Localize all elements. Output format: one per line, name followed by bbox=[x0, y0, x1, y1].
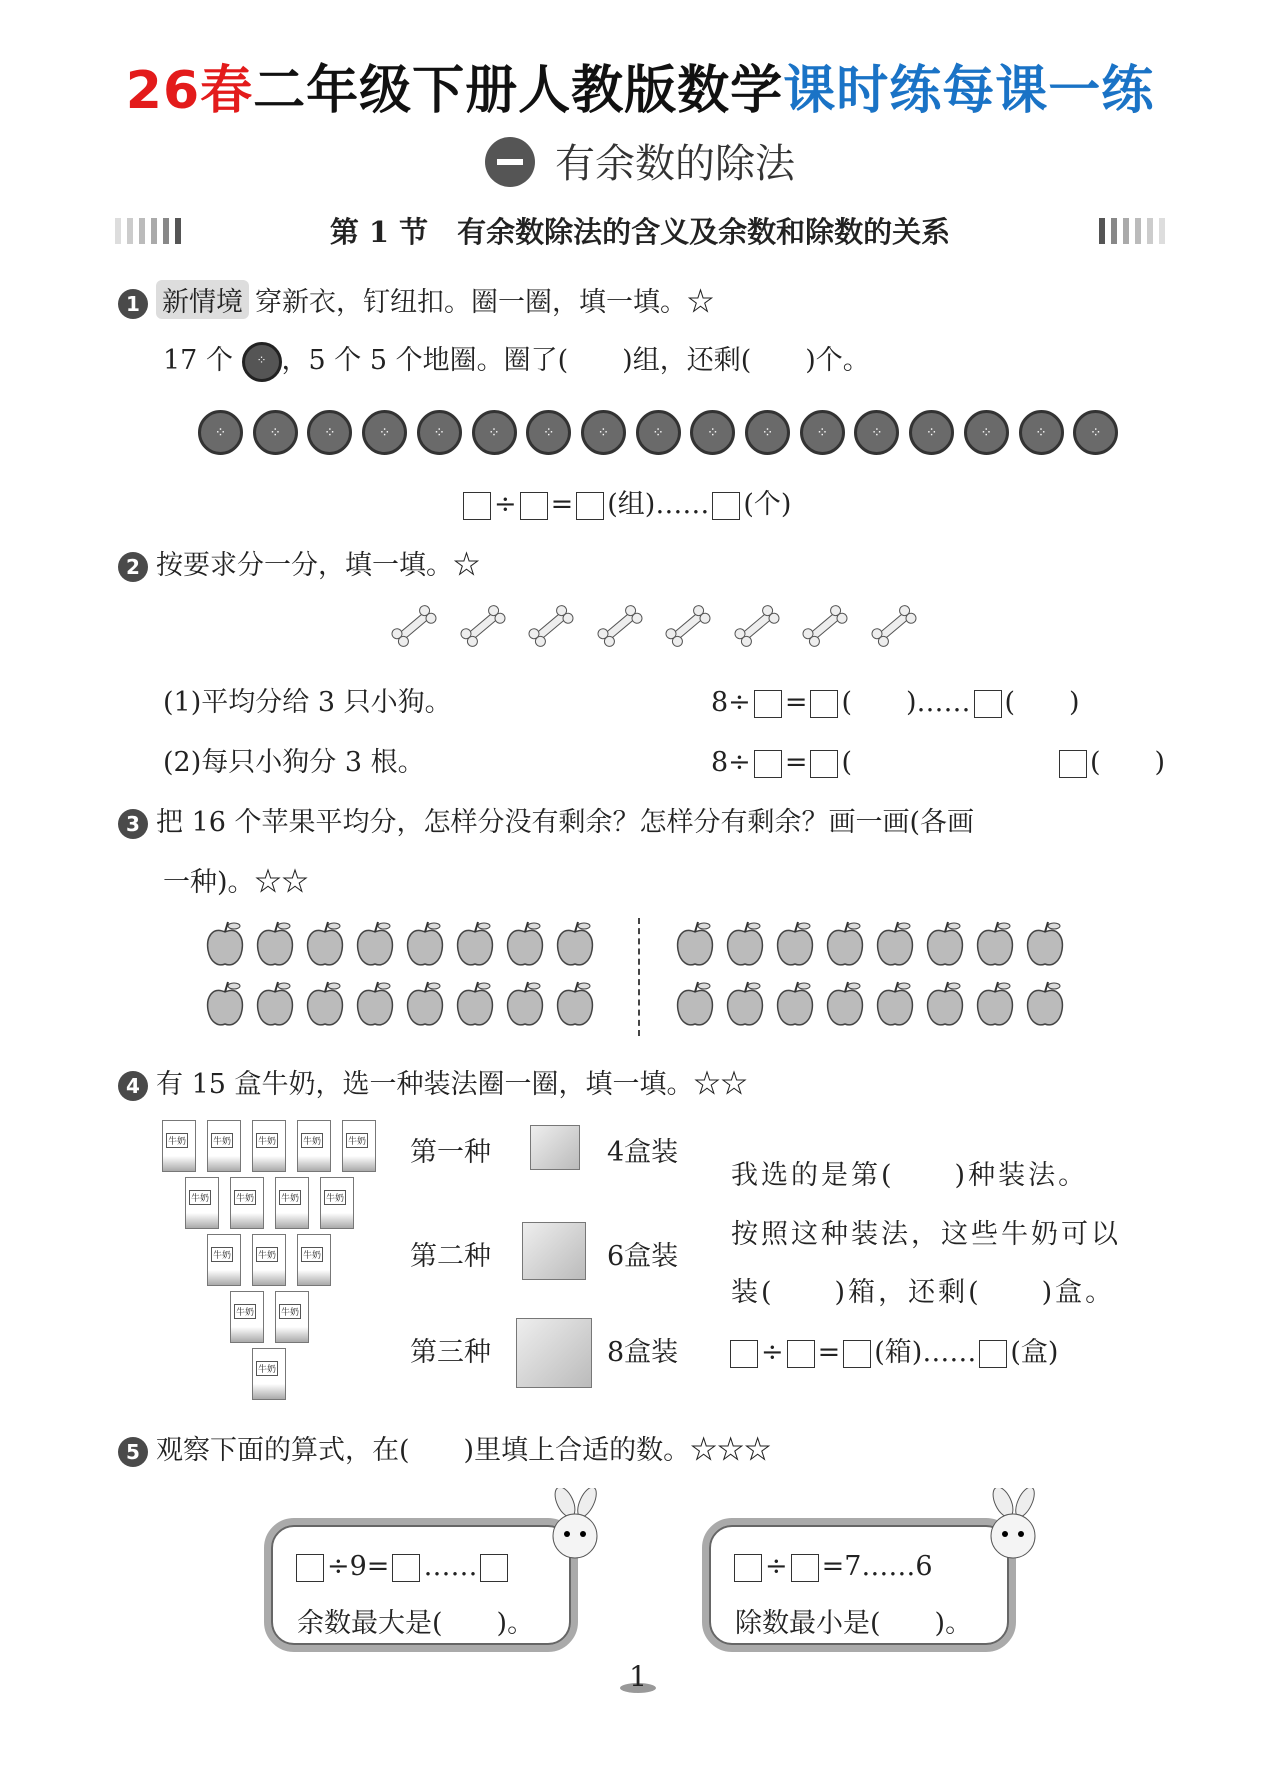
page-title bbox=[0, 48, 1280, 123]
answer-box[interactable] bbox=[974, 690, 1002, 718]
option-2-pack: 6盒装 bbox=[607, 1241, 679, 1272]
milk-label: 牛奶 bbox=[301, 1247, 323, 1262]
q2-equation-1 bbox=[711, 680, 1080, 719]
milk-label: 牛奶 bbox=[234, 1304, 256, 1319]
answer-box[interactable] bbox=[296, 1554, 324, 1582]
answer-box[interactable] bbox=[712, 492, 740, 520]
eq-op: ( ) bbox=[1004, 687, 1080, 718]
option-3-label: 第三种 bbox=[410, 1337, 491, 1368]
eq-op: ( ) bbox=[1089, 747, 1166, 778]
apple-icon bbox=[724, 980, 766, 1028]
q4-equation bbox=[727, 1330, 1058, 1369]
eq-op: = bbox=[784, 687, 808, 718]
apple-icon bbox=[874, 980, 916, 1028]
button-icon bbox=[1073, 410, 1118, 455]
apple-icon bbox=[254, 980, 296, 1028]
apple-icon bbox=[304, 980, 346, 1028]
decorative-bars-left bbox=[115, 218, 181, 244]
question-5 bbox=[118, 1428, 771, 1467]
question-text: 穿新衣，钉纽扣。圈一圈，填一填。☆ bbox=[255, 287, 714, 318]
bunny-icon bbox=[983, 1488, 1043, 1568]
eq-op: ÷9= bbox=[327, 1551, 390, 1582]
apple-icon bbox=[674, 980, 716, 1028]
question-number: 3 bbox=[118, 809, 148, 839]
q2-equation-2 bbox=[711, 740, 1165, 779]
title-year: 26春 bbox=[125, 61, 254, 121]
apple-icon bbox=[304, 920, 346, 968]
apple-icon bbox=[824, 980, 866, 1028]
button-icon bbox=[362, 410, 407, 455]
answer-box[interactable] bbox=[787, 1340, 815, 1368]
answer-box[interactable] bbox=[480, 1554, 508, 1582]
milk-label: 牛奶 bbox=[256, 1247, 278, 1262]
bone-icon bbox=[799, 603, 851, 649]
apple-icon bbox=[354, 980, 396, 1028]
apple-icon bbox=[974, 980, 1016, 1028]
answer-box[interactable] bbox=[810, 750, 838, 778]
answer-box[interactable] bbox=[730, 1340, 758, 1368]
button-icon bbox=[253, 410, 298, 455]
eq-op: ÷ bbox=[494, 489, 517, 520]
eq-op: ( )…… bbox=[841, 687, 971, 718]
milk-label: 牛奶 bbox=[324, 1190, 346, 1205]
eq-op: (盒) bbox=[1010, 1337, 1059, 1368]
option-2-label: 第二种 bbox=[410, 1241, 491, 1272]
milk-label: 牛奶 bbox=[279, 1304, 301, 1319]
apple-icon bbox=[874, 920, 916, 968]
button-icon bbox=[307, 410, 352, 455]
eq-op: (箱)…… bbox=[874, 1337, 977, 1368]
box-small-icon bbox=[530, 1125, 580, 1170]
question-1 bbox=[118, 280, 714, 319]
eq-op: = bbox=[784, 747, 808, 778]
milk-carton-icon bbox=[252, 1120, 286, 1172]
eq-op: = bbox=[550, 489, 574, 520]
apple-icon bbox=[404, 920, 446, 968]
milk-label: 牛奶 bbox=[189, 1190, 211, 1205]
milk-carton-icon bbox=[252, 1348, 286, 1400]
button-icon bbox=[526, 410, 571, 455]
milk-carton-icon bbox=[207, 1120, 241, 1172]
context-tag: 新情境 bbox=[156, 280, 249, 319]
q4-answer-line-3: 装( )箱，还剩( )盒。 bbox=[731, 1277, 1116, 1308]
apple-icon bbox=[1024, 920, 1066, 968]
button-icon bbox=[581, 410, 626, 455]
milk-label: 牛奶 bbox=[211, 1133, 233, 1148]
milk-carton-icon bbox=[297, 1120, 331, 1172]
eq-op: 8÷ bbox=[711, 747, 751, 778]
bone-icon bbox=[525, 603, 577, 649]
page-number-text: 1 bbox=[629, 1660, 647, 1693]
milk-carton-icon bbox=[275, 1291, 309, 1343]
box-medium-icon bbox=[522, 1222, 586, 1280]
bone-icon bbox=[662, 603, 714, 649]
eq-op: ( bbox=[841, 747, 906, 778]
eq-op: = bbox=[817, 1337, 841, 1368]
eq-op: (个) bbox=[743, 489, 792, 520]
eq-op: ÷ bbox=[761, 1337, 784, 1368]
answer-box[interactable] bbox=[463, 492, 491, 520]
answer-box[interactable] bbox=[979, 1340, 1007, 1368]
apple-icon bbox=[774, 920, 816, 968]
apple-icon bbox=[824, 920, 866, 968]
unit-title: 有余数的除法 bbox=[555, 141, 795, 187]
question-2 bbox=[118, 543, 480, 582]
eq-op: =7……6 bbox=[821, 1551, 933, 1582]
milk-carton-icon bbox=[275, 1177, 309, 1229]
prompt-part: ，5 个 5 个地圈。圈了( )组，还剩( )个。 bbox=[281, 345, 870, 376]
bubble-question: 除数最小是( )。 bbox=[735, 1608, 973, 1639]
milk-carton-icon bbox=[297, 1234, 331, 1286]
question-text-cont: 一种)。☆☆ bbox=[163, 867, 309, 898]
group-divider bbox=[638, 918, 640, 1036]
milk-label: 牛奶 bbox=[234, 1190, 256, 1205]
milk-label: 牛奶 bbox=[211, 1247, 233, 1262]
apple-icon bbox=[924, 920, 966, 968]
option-1-pack: 4盒装 bbox=[607, 1137, 679, 1168]
left-bubble bbox=[264, 1518, 578, 1652]
question-4 bbox=[118, 1062, 748, 1101]
button-icon bbox=[745, 410, 790, 455]
milk-label: 牛奶 bbox=[301, 1133, 323, 1148]
button-icon bbox=[417, 410, 462, 455]
q2-part2: (2)每只小狗分 3 根。 bbox=[163, 747, 425, 778]
answer-box[interactable] bbox=[520, 492, 548, 520]
milk-carton-icon bbox=[162, 1120, 196, 1172]
apple-icon bbox=[674, 920, 716, 968]
apple-icon bbox=[554, 920, 596, 968]
prompt-part: 17 个 bbox=[163, 345, 233, 376]
milk-label: 牛奶 bbox=[256, 1133, 278, 1148]
milk-carton-icon bbox=[230, 1177, 264, 1229]
answer-box[interactable] bbox=[1059, 750, 1087, 778]
section-title: 第 1 节 有余数除法的含义及余数和除数的关系 bbox=[329, 215, 951, 249]
apple-icon bbox=[774, 980, 816, 1028]
button-icon bbox=[909, 410, 954, 455]
bone-icon bbox=[594, 603, 646, 649]
title-main: 二年级下册人教版数学 bbox=[253, 61, 784, 121]
answer-box[interactable] bbox=[843, 1340, 871, 1368]
apple-icon bbox=[404, 980, 446, 1028]
button-icon bbox=[1019, 410, 1064, 455]
question-text: 按要求分一分，填一填。☆ bbox=[156, 550, 480, 581]
question-text: 观察下面的算式，在( )里填上合适的数。☆☆☆ bbox=[156, 1435, 772, 1466]
question-number: 2 bbox=[118, 552, 148, 582]
page-number bbox=[620, 1660, 656, 1693]
title-series: 课时练每课一练 bbox=[783, 61, 1155, 121]
button-icon bbox=[854, 410, 899, 455]
question-text: 有 15 盒牛奶，选一种装法圈一圈，填一填。☆☆ bbox=[156, 1069, 748, 1100]
answer-box[interactable] bbox=[791, 1554, 819, 1582]
apple-icon bbox=[454, 920, 496, 968]
apple-icon bbox=[554, 980, 596, 1028]
section-heading bbox=[115, 210, 1165, 251]
apple-icon bbox=[204, 920, 246, 968]
milk-label: 牛奶 bbox=[279, 1190, 301, 1205]
apple-icon bbox=[1024, 980, 1066, 1028]
q1-equation bbox=[460, 482, 791, 521]
milk-carton-icon bbox=[230, 1291, 264, 1343]
apple-icon bbox=[504, 980, 546, 1028]
bone-icon bbox=[457, 603, 509, 649]
milk-label: 牛奶 bbox=[166, 1133, 188, 1148]
question-number: 4 bbox=[118, 1071, 148, 1101]
question-number: 1 bbox=[118, 289, 148, 319]
button-icon bbox=[636, 410, 681, 455]
option-1-label: 第一种 bbox=[410, 1137, 491, 1168]
eq-op: (组)…… bbox=[607, 489, 710, 520]
answer-box[interactable] bbox=[392, 1554, 420, 1582]
answer-box[interactable] bbox=[576, 492, 604, 520]
answer-box[interactable] bbox=[754, 750, 782, 778]
apple-icon bbox=[454, 980, 496, 1028]
apple-icon bbox=[354, 920, 396, 968]
milk-carton-icon bbox=[342, 1120, 376, 1172]
apple-icon bbox=[504, 920, 546, 968]
answer-box[interactable] bbox=[754, 690, 782, 718]
eq-op: 8÷ bbox=[711, 687, 751, 718]
q1-prompt bbox=[163, 338, 870, 382]
option-3-pack: 8盒装 bbox=[607, 1337, 679, 1368]
button-icon bbox=[964, 410, 1009, 455]
unit-heading bbox=[0, 132, 1280, 191]
eq-op: ÷ bbox=[765, 1551, 788, 1582]
milk-label: 牛奶 bbox=[256, 1361, 278, 1376]
right-bubble bbox=[702, 1518, 1016, 1652]
apple-icon bbox=[974, 920, 1016, 968]
button-icon bbox=[198, 410, 243, 455]
decorative-bars-right bbox=[1099, 218, 1165, 244]
bone-icon bbox=[868, 603, 920, 649]
bubble-question: 余数最大是( )。 bbox=[297, 1608, 535, 1639]
milk-label: 牛奶 bbox=[346, 1133, 368, 1148]
milk-carton-icon bbox=[185, 1177, 219, 1229]
bone-icon bbox=[388, 603, 440, 649]
bone-icon bbox=[731, 603, 783, 649]
apple-icon bbox=[724, 920, 766, 968]
button-icon bbox=[690, 410, 735, 455]
q2-part1: (1)平均分给 3 只小狗。 bbox=[163, 687, 452, 718]
button-icon bbox=[472, 410, 517, 455]
answer-box[interactable] bbox=[810, 690, 838, 718]
question-text: 把 16 个苹果平均分，怎样分没有剩余？怎样分有剩余？画一画(各画 bbox=[156, 807, 975, 838]
box-large-icon bbox=[516, 1318, 592, 1388]
milk-carton-icon bbox=[207, 1234, 241, 1286]
q4-answer-line-2: 按照这种装法，这些牛奶可以 bbox=[731, 1219, 1121, 1250]
q4-answer-line-1: 我选的是第( )种装法。 bbox=[731, 1160, 1089, 1191]
question-number: 5 bbox=[118, 1437, 148, 1467]
bunny-icon bbox=[545, 1488, 605, 1568]
eq-op: …… bbox=[423, 1551, 478, 1582]
question-3 bbox=[118, 800, 974, 839]
milk-carton-icon bbox=[320, 1177, 354, 1229]
button-icon bbox=[800, 410, 845, 455]
answer-box[interactable] bbox=[734, 1554, 762, 1582]
apple-icon bbox=[254, 920, 296, 968]
milk-carton-icon bbox=[252, 1234, 286, 1286]
button-icon bbox=[242, 342, 282, 382]
apple-icon bbox=[924, 980, 966, 1028]
apple-icon bbox=[204, 980, 246, 1028]
unit-number-badge bbox=[485, 137, 535, 187]
